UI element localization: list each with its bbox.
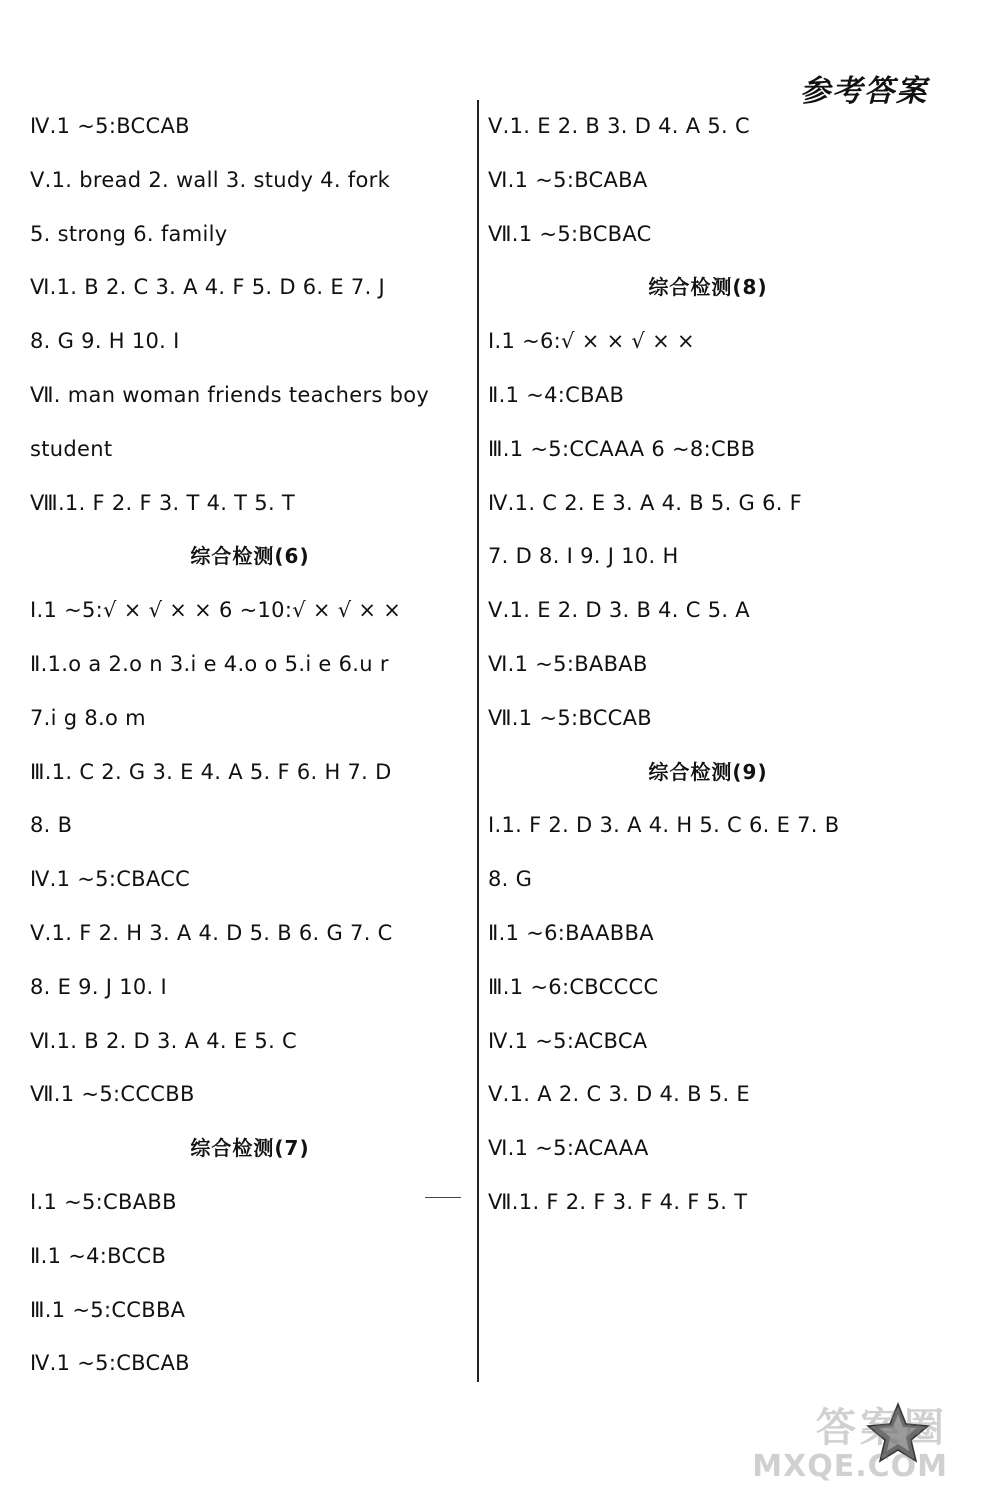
answer-line: Ⅴ.1. E 2. D 3. B 4. C 5. A [488,598,750,623]
answer-line: Ⅰ.1 ~5:√ × √ × × 6 ~10:√ × √ × × [30,598,402,623]
answer-line: Ⅶ. man woman friends teachers boy [30,382,430,407]
answer-line: Ⅶ.1 ~5:BCBAC [488,221,652,246]
section-heading: 综合检测(8) [648,275,768,300]
page-header-title: 参考答案 [800,74,928,109]
answer-line: student [30,436,113,461]
answer-line: Ⅳ.1 ~5:CBCAB [30,1351,190,1376]
answer-line: 8. G 9. H 10. I [30,329,180,354]
section-heading: 综合检测(9) [648,759,768,784]
answer-line: Ⅳ.1 ~5:ACBCA [488,1028,648,1053]
answer-line: Ⅴ.1. F 2. H 3. A 4. D 5. B 6. G 7. C [30,920,393,945]
margin-mark [425,1197,461,1198]
answer-line: Ⅳ.1 ~5:BCCAB [30,114,190,138]
answer-line: 5. strong 6. family [30,221,228,246]
answer-line: Ⅵ.1 ~5:ACAAA [488,1136,649,1161]
answer-line: Ⅰ.1 ~5:CBABB [30,1189,177,1214]
answer-line: Ⅳ.1 ~5:CBACC [30,867,191,892]
answer-line: 7. D 8. I 9. J 10. H [488,544,679,569]
answer-line: Ⅱ.1.o a 2.o n 3.i e 4.o o 5.i e 6.u r [30,651,389,676]
watermark [752,1396,948,1484]
answer-line: 8. E 9. J 10. I [30,974,168,999]
answer-line: Ⅳ.1. C 2. E 3. A 4. B 5. G 6. F [488,490,803,515]
answer-column-left [30,100,470,1391]
answer-line: Ⅱ.1 ~6:BAABBA [488,920,654,945]
answer-line: Ⅱ.1 ~4:CBAB [488,382,625,407]
answer-line: Ⅲ.1 ~5:CCBBA [30,1297,186,1322]
column-divider [477,100,479,1382]
answer-line: Ⅷ.1. F 2. F 3. T 4. T 5. T [30,490,296,515]
answer-line: Ⅴ.1. E 2. B 3. D 4. A 5. C [488,114,750,138]
answer-line: Ⅵ.1 ~5:BABAB [488,651,648,676]
watermark-top: 答案圈 [816,1405,948,1451]
answer-line: 8. G [488,867,533,892]
answer-line: Ⅶ.1. F 2. F 3. F 4. F 5. T [488,1189,748,1214]
answer-line: 7.i g 8.o m [30,705,146,730]
section-heading: 综合检测(6) [190,544,310,569]
answer-line: Ⅲ.1. C 2. G 3. E 4. A 5. F 6. H 7. D [30,759,392,784]
answer-line: Ⅴ.1. bread 2. wall 3. study 4. fork [30,167,391,192]
answer-line: 8. B [30,813,73,838]
answer-line: Ⅵ.1. B 2. D 3. A 4. E 5. C [30,1028,297,1053]
answer-line: Ⅵ.1. B 2. C 3. A 4. F 5. D 6. E 7. J [30,275,386,300]
watermark-bottom: MXQE.COM [752,1449,948,1484]
answer-line: Ⅶ.1 ~5:CCCBB [30,1082,195,1107]
section-heading: 综合检测(7) [190,1136,310,1161]
answer-line: Ⅱ.1 ~4:BCCB [30,1243,167,1268]
answer-line: Ⅰ.1. F 2. D 3. A 4. H 5. C 6. E 7. B [488,813,840,838]
answer-line: Ⅵ.1 ~5:BCABA [488,167,648,192]
answer-column-right [488,100,928,1230]
answer-line: Ⅲ.1 ~6:CBCCCC [488,974,659,999]
answer-line: Ⅶ.1 ~5:BCCAB [488,705,652,730]
answer-line: Ⅴ.1. A 2. C 3. D 4. B 5. E [488,1082,750,1107]
answer-line: Ⅰ.1 ~6:√ × × √ × × [488,329,695,354]
answer-line: Ⅲ.1 ~5:CCAAA 6 ~8:CBB [488,436,756,461]
